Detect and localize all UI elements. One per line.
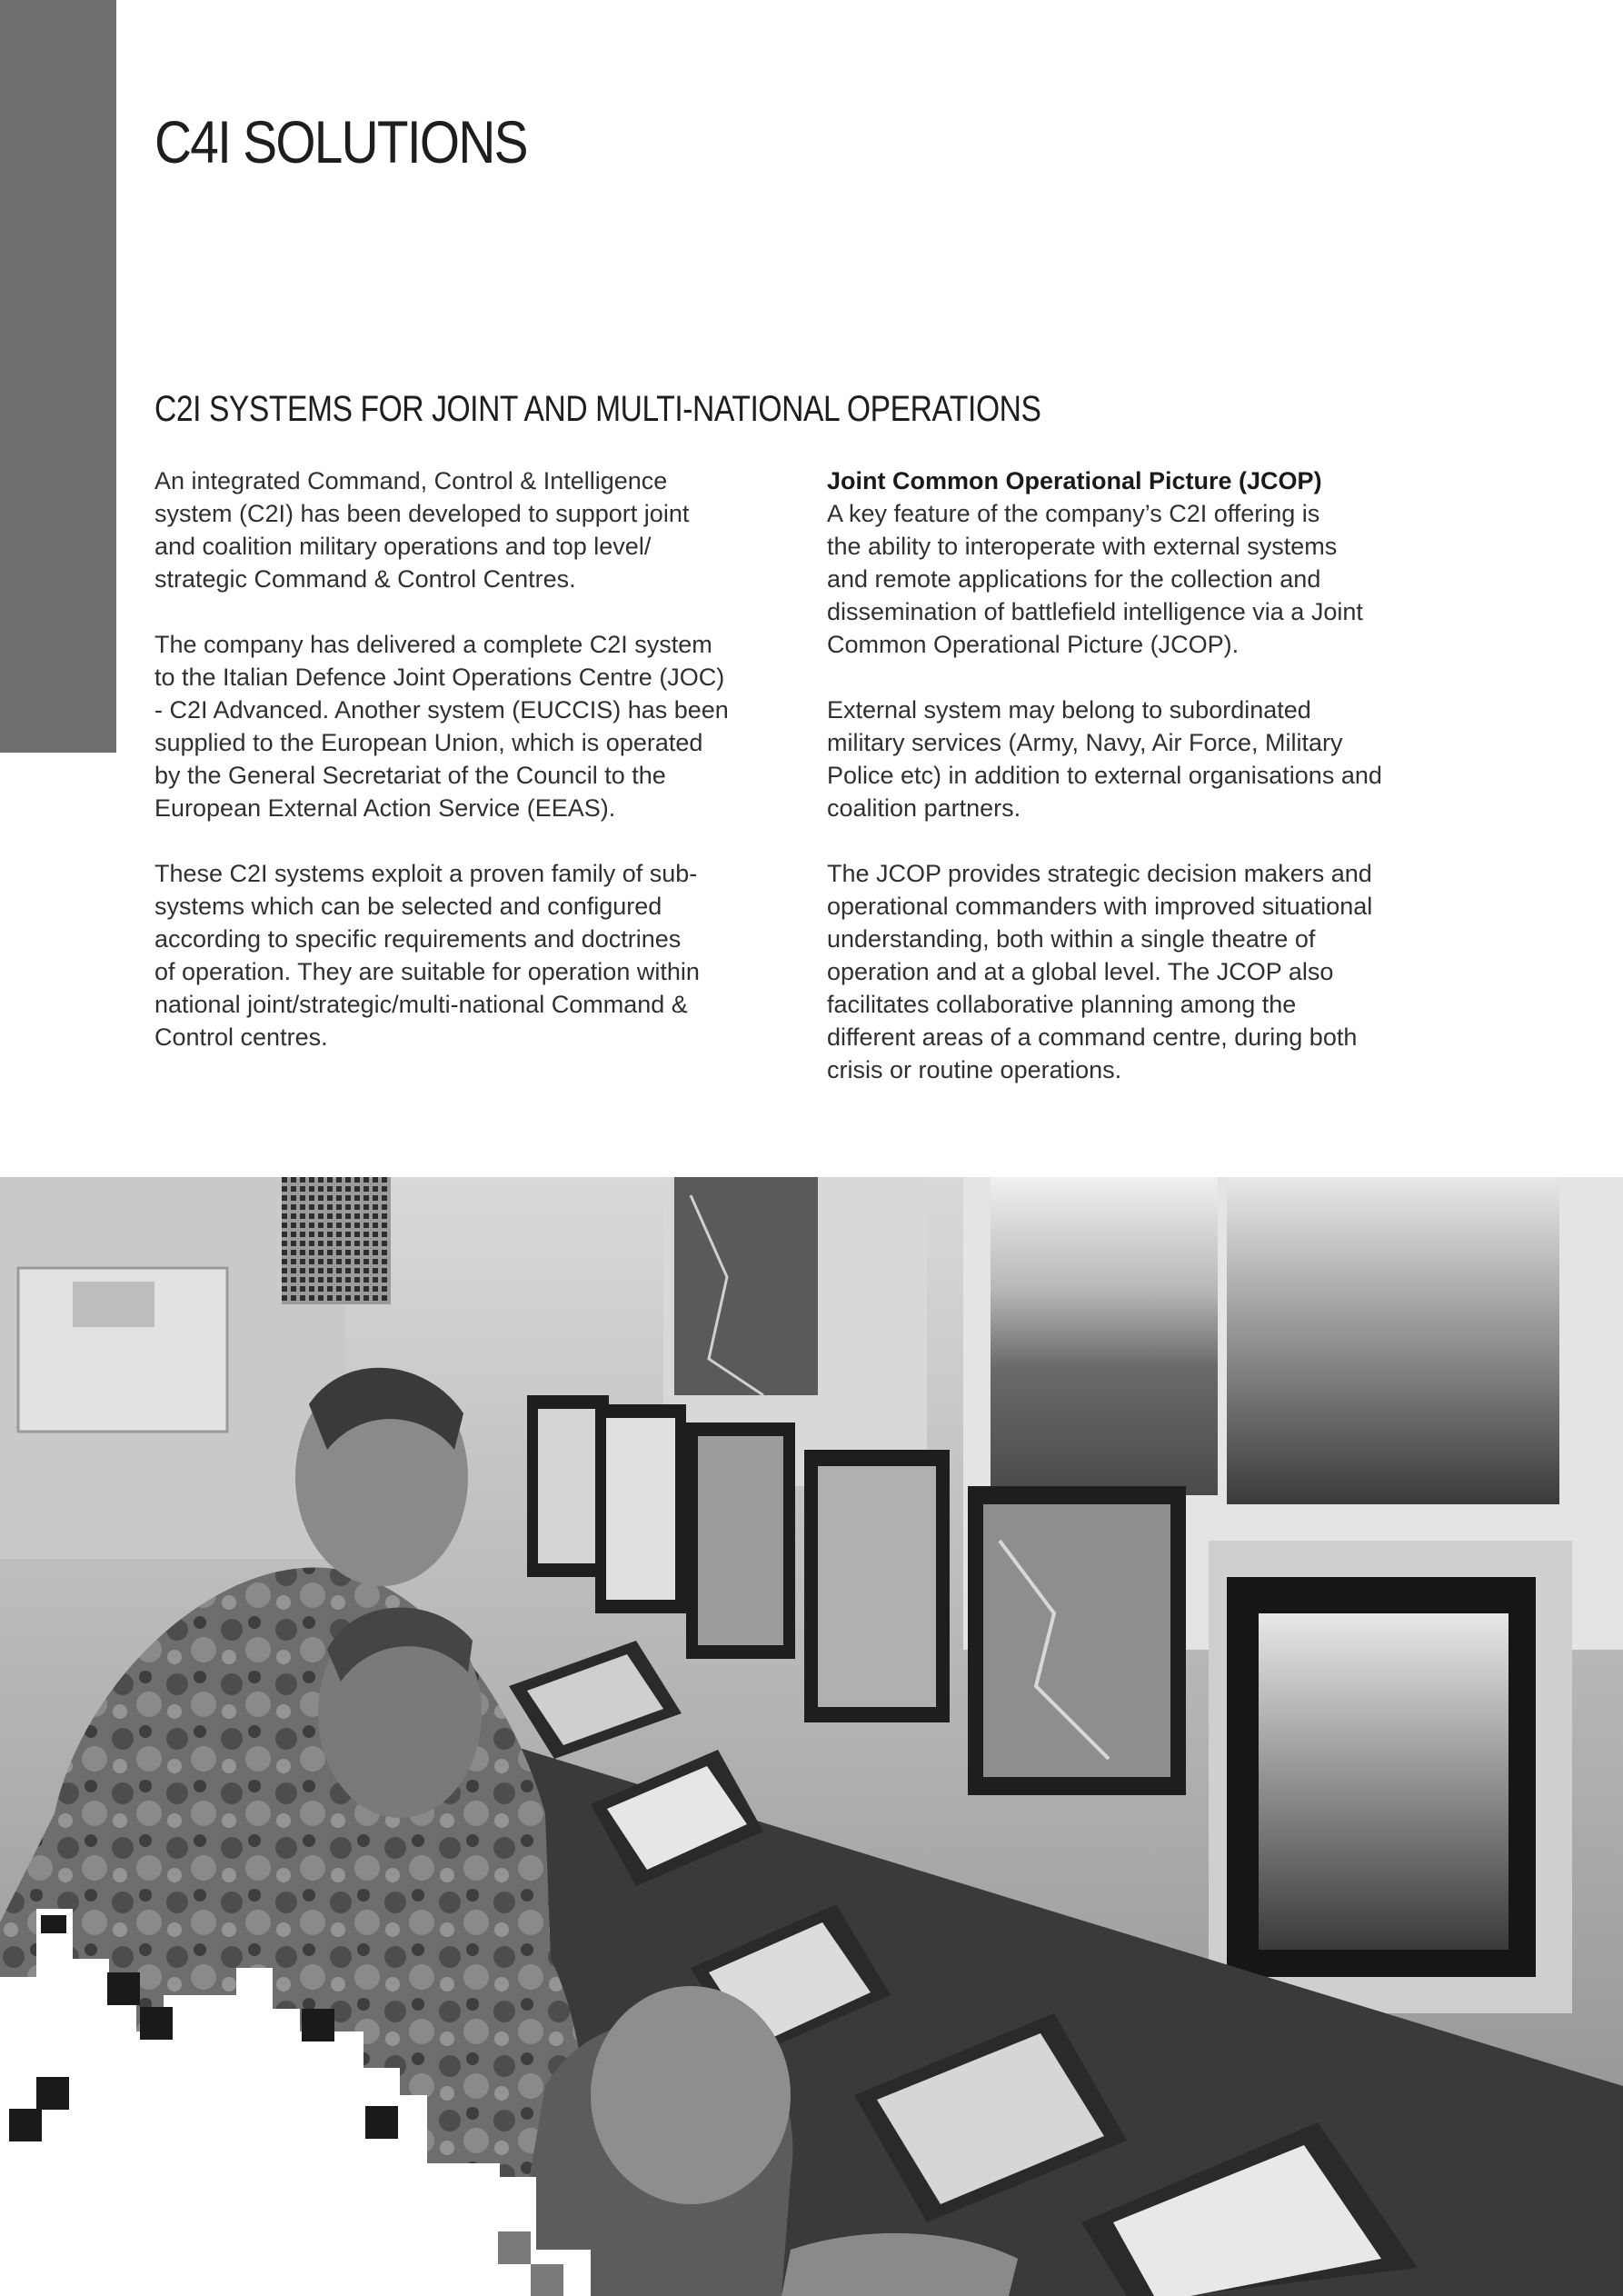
text-line: An integrated Command, Control & Intelligence (154, 467, 668, 494)
page-title: C4I SOLUTIONS (154, 108, 527, 175)
left-paragraph-1 (154, 464, 809, 595)
side-accent-bar (0, 0, 116, 753)
operator-front-head (591, 1986, 791, 2204)
text-line: understanding, both within a single theatre of (827, 925, 1316, 953)
right-text-column (827, 464, 1481, 1119)
text-line: The company has delivered a complete C2I system (154, 631, 712, 658)
text-line: national joint/strategic/multi-national Command & (154, 991, 688, 1018)
text-line: to the Italian Defence Joint Operations Centre (JOC) (154, 664, 725, 691)
text-line: systems which can be selected and configured (154, 893, 662, 920)
landscape-screen (991, 1177, 1218, 1495)
right-paragraph-3 (827, 857, 1481, 1086)
vent-grille (282, 1177, 391, 1304)
section-title: C2I SYSTEMS FOR JOINT AND MULTI-NATIONAL OPERATIONS (154, 389, 1041, 429)
text-line: system (C2I) has been developed to support joint (154, 500, 690, 527)
sky-screen (1227, 1177, 1559, 1504)
text-line: facilitates collaborative planning among the (827, 991, 1297, 1018)
left-paragraph-2 (154, 628, 809, 824)
left-text-column (154, 464, 809, 1086)
command-centre-photo (0, 1177, 1623, 2296)
text-line: Common Operational Picture (JCOP). (827, 631, 1240, 658)
text-line: External system may belong to subordinated (827, 696, 1311, 724)
text-line: crisis or routine operations. (827, 1056, 1122, 1083)
right-paragraph-1 (827, 464, 1481, 661)
text-line: Control centres. (154, 1023, 328, 1051)
right-paragraph-2 (827, 694, 1481, 824)
text-line: military services (Army, Navy, Air Force, Military (827, 729, 1343, 756)
text-line: different areas of a command centre, during both (827, 1023, 1358, 1051)
right-monitor-screen (1259, 1613, 1508, 1950)
text-line: supplied to the European Union, which is operated (154, 729, 703, 756)
text-line: A key feature of the company’s C2I offering is (827, 500, 1320, 527)
text-line: Police etc) in addition to external organisations and (827, 762, 1382, 789)
text-line: coalition partners. (827, 794, 1021, 822)
text-line: of operation. They are suitable for operation within (154, 958, 700, 985)
text-line: the ability to interoperate with external systems (827, 533, 1338, 560)
text-line: European External Action Service (EEAS). (154, 794, 616, 822)
left-paragraph-3 (154, 857, 809, 1053)
text-line: operation and at a global level. The JCOP also (827, 958, 1334, 985)
text-line: and coalition military operations and top level/ (154, 533, 652, 560)
text-line: These C2I systems exploit a proven family of sub- (154, 860, 698, 887)
text-line: strategic Command & Control Centres. (154, 565, 576, 593)
text-line: according to specific requirements and doctrines (154, 925, 682, 953)
text-line: and remote applications for the collection and (827, 565, 1321, 593)
text-line: by the General Secretariat of the Council to the (154, 762, 666, 789)
text-line: The JCOP provides strategic decision makers and (827, 860, 1372, 887)
text-line: - C2I Advanced. Another system (EUCCIS) has been (154, 696, 729, 724)
text-line: dissemination of battlefield intelligence via a Joint (827, 598, 1363, 625)
text-line: operational commanders with improved situational (827, 893, 1373, 920)
jcop-subheading: Joint Common Operational Picture (JCOP) (827, 467, 1322, 494)
